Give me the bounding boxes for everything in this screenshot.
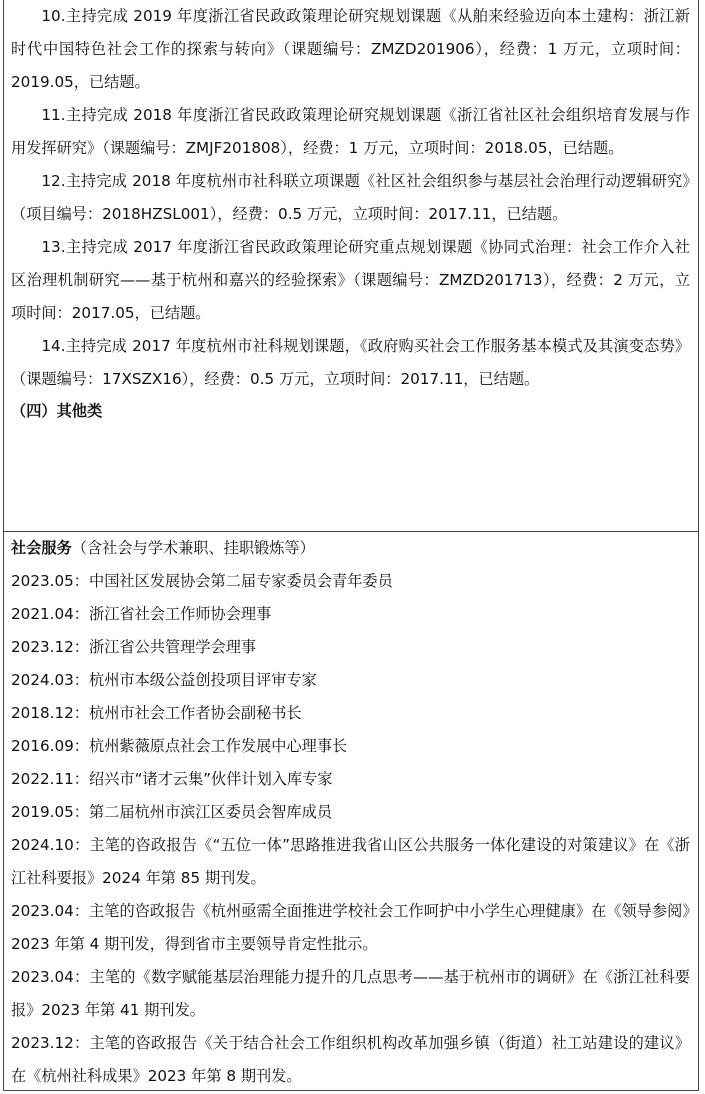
project-item-14: 14.主持完成 2017 年度杭州市社科规划课题，《政府购买社会工作服务基本模式及其演变态势》（课题编号：17XSZX16），经费：0.5 万元，立项时间：2017.11，已结题。 xyxy=(11,337,690,388)
document-table xyxy=(3,0,699,1091)
service-text: 浙江省公共管理学会理事 xyxy=(89,638,257,656)
service-text: 中国社区发展协会第二届专家委员会青年委员 xyxy=(89,572,393,590)
project-item-12: 12.主持完成 2018 年度杭州市社科联立项课题《社区社会组织参与基层社会治理行动逻辑研究》（项目编号：2018HZSL001），经费：0.5 万元，立项时间：2017.11，已结题。 xyxy=(11,172,690,223)
service-text: 杭州市社会工作者协会副秘书长 xyxy=(89,704,302,722)
service-date: 2023.04： xyxy=(11,968,90,986)
service-date: 2016.09： xyxy=(11,737,89,755)
service-text: 杭州紫薇原点社会工作发展中心理事长 xyxy=(89,737,348,755)
service-item xyxy=(4,631,698,664)
service-text: 绍兴市“诸才云集”伙伴计划入库专家 xyxy=(89,770,333,788)
service-date: 2024.03： xyxy=(11,671,89,689)
service-date: 2024.10： xyxy=(11,836,90,854)
project-item-11: 11.主持完成 2018 年度浙江省民政政策理论研究规划课题《浙江省社区社会组织培育发展与作用发挥研究》（课题编号：ZMJF201808），经费：1 万元，立项时间：2018.05，已结题。 xyxy=(11,106,690,157)
social-service-cell xyxy=(4,532,698,1093)
service-date: 2023.05： xyxy=(11,572,89,590)
service-item xyxy=(4,961,698,1027)
project-item-13: 13.主持完成 2017 年度浙江省民政政策理论研究重点规划课题《协同式治理：社会工作介入社区治理机制研究——基于杭州和嘉兴的经验探索》（课题编号：ZMZD201713），经费：2 万元，立项时间：2017.05，已结题。 xyxy=(11,238,690,322)
service-text: 主笔的《数字赋能基层治理能力提升的几点思考——基于杭州市的调研》在《浙江社科要报》2023 年第 41 期刊发。 xyxy=(11,968,690,1019)
service-heading xyxy=(4,532,698,565)
service-item xyxy=(4,796,698,829)
service-item xyxy=(4,730,698,763)
service-date: 2021.04： xyxy=(11,605,89,623)
service-item xyxy=(4,565,698,598)
service-text: 主笔的咨政报告《关于结合社会工作组织机构改革加强乡镇（街道）社工站建设的建议》在《杭州社科成果》2023 年第 8 期刊发。 xyxy=(11,1034,691,1085)
project-item-10: 10.主持完成 2019 年度浙江省民政政策理论研究规划课题《从舶来经验迈向本土建构：浙江新时代中国特色社会工作的探索与转向》（课题编号：ZMZD201906），经费：1 万元，立项时间：2019.05，已结题。 xyxy=(11,7,690,91)
service-subtitle: （含社会与学术兼职、挂职锻炼等） xyxy=(71,539,315,557)
service-text: 主笔的咨政报告《杭州亟需全面推进学校社会工作呵护中小学生心理健康》在《领导参阅》2023 年第 4 期刊发，得到省市主要领导肯定性批示。 xyxy=(11,902,690,953)
service-text: 浙江省社会工作师协会理事 xyxy=(89,605,272,623)
service-title: 社会服务 xyxy=(11,539,72,557)
service-date: 2022.11： xyxy=(11,770,89,788)
service-item xyxy=(4,829,698,895)
service-text: 第二届杭州市滨江区委员会智库成员 xyxy=(89,803,332,821)
service-item xyxy=(4,1027,698,1093)
service-date: 2018.12： xyxy=(11,704,89,722)
service-text: 杭州市本级公益创投项目评审专家 xyxy=(89,671,317,689)
service-item xyxy=(4,598,698,631)
service-date: 2019.05： xyxy=(11,803,89,821)
service-date: 2023.04： xyxy=(11,902,90,920)
service-item xyxy=(4,697,698,730)
other-category-heading: （四）其他类 xyxy=(11,402,103,420)
service-item xyxy=(4,895,698,961)
service-item xyxy=(4,664,698,697)
service-date: 2023.12： xyxy=(11,638,89,656)
service-date: 2023.12： xyxy=(11,1034,90,1052)
service-text: 主笔的咨政报告《“五位一体”思路推进我省山区公共服务一体化建设的对策建议》在《浙江社科要报》2024 年第 85 期刊发。 xyxy=(11,836,690,887)
projects-cell xyxy=(4,0,698,532)
service-item xyxy=(4,763,698,796)
